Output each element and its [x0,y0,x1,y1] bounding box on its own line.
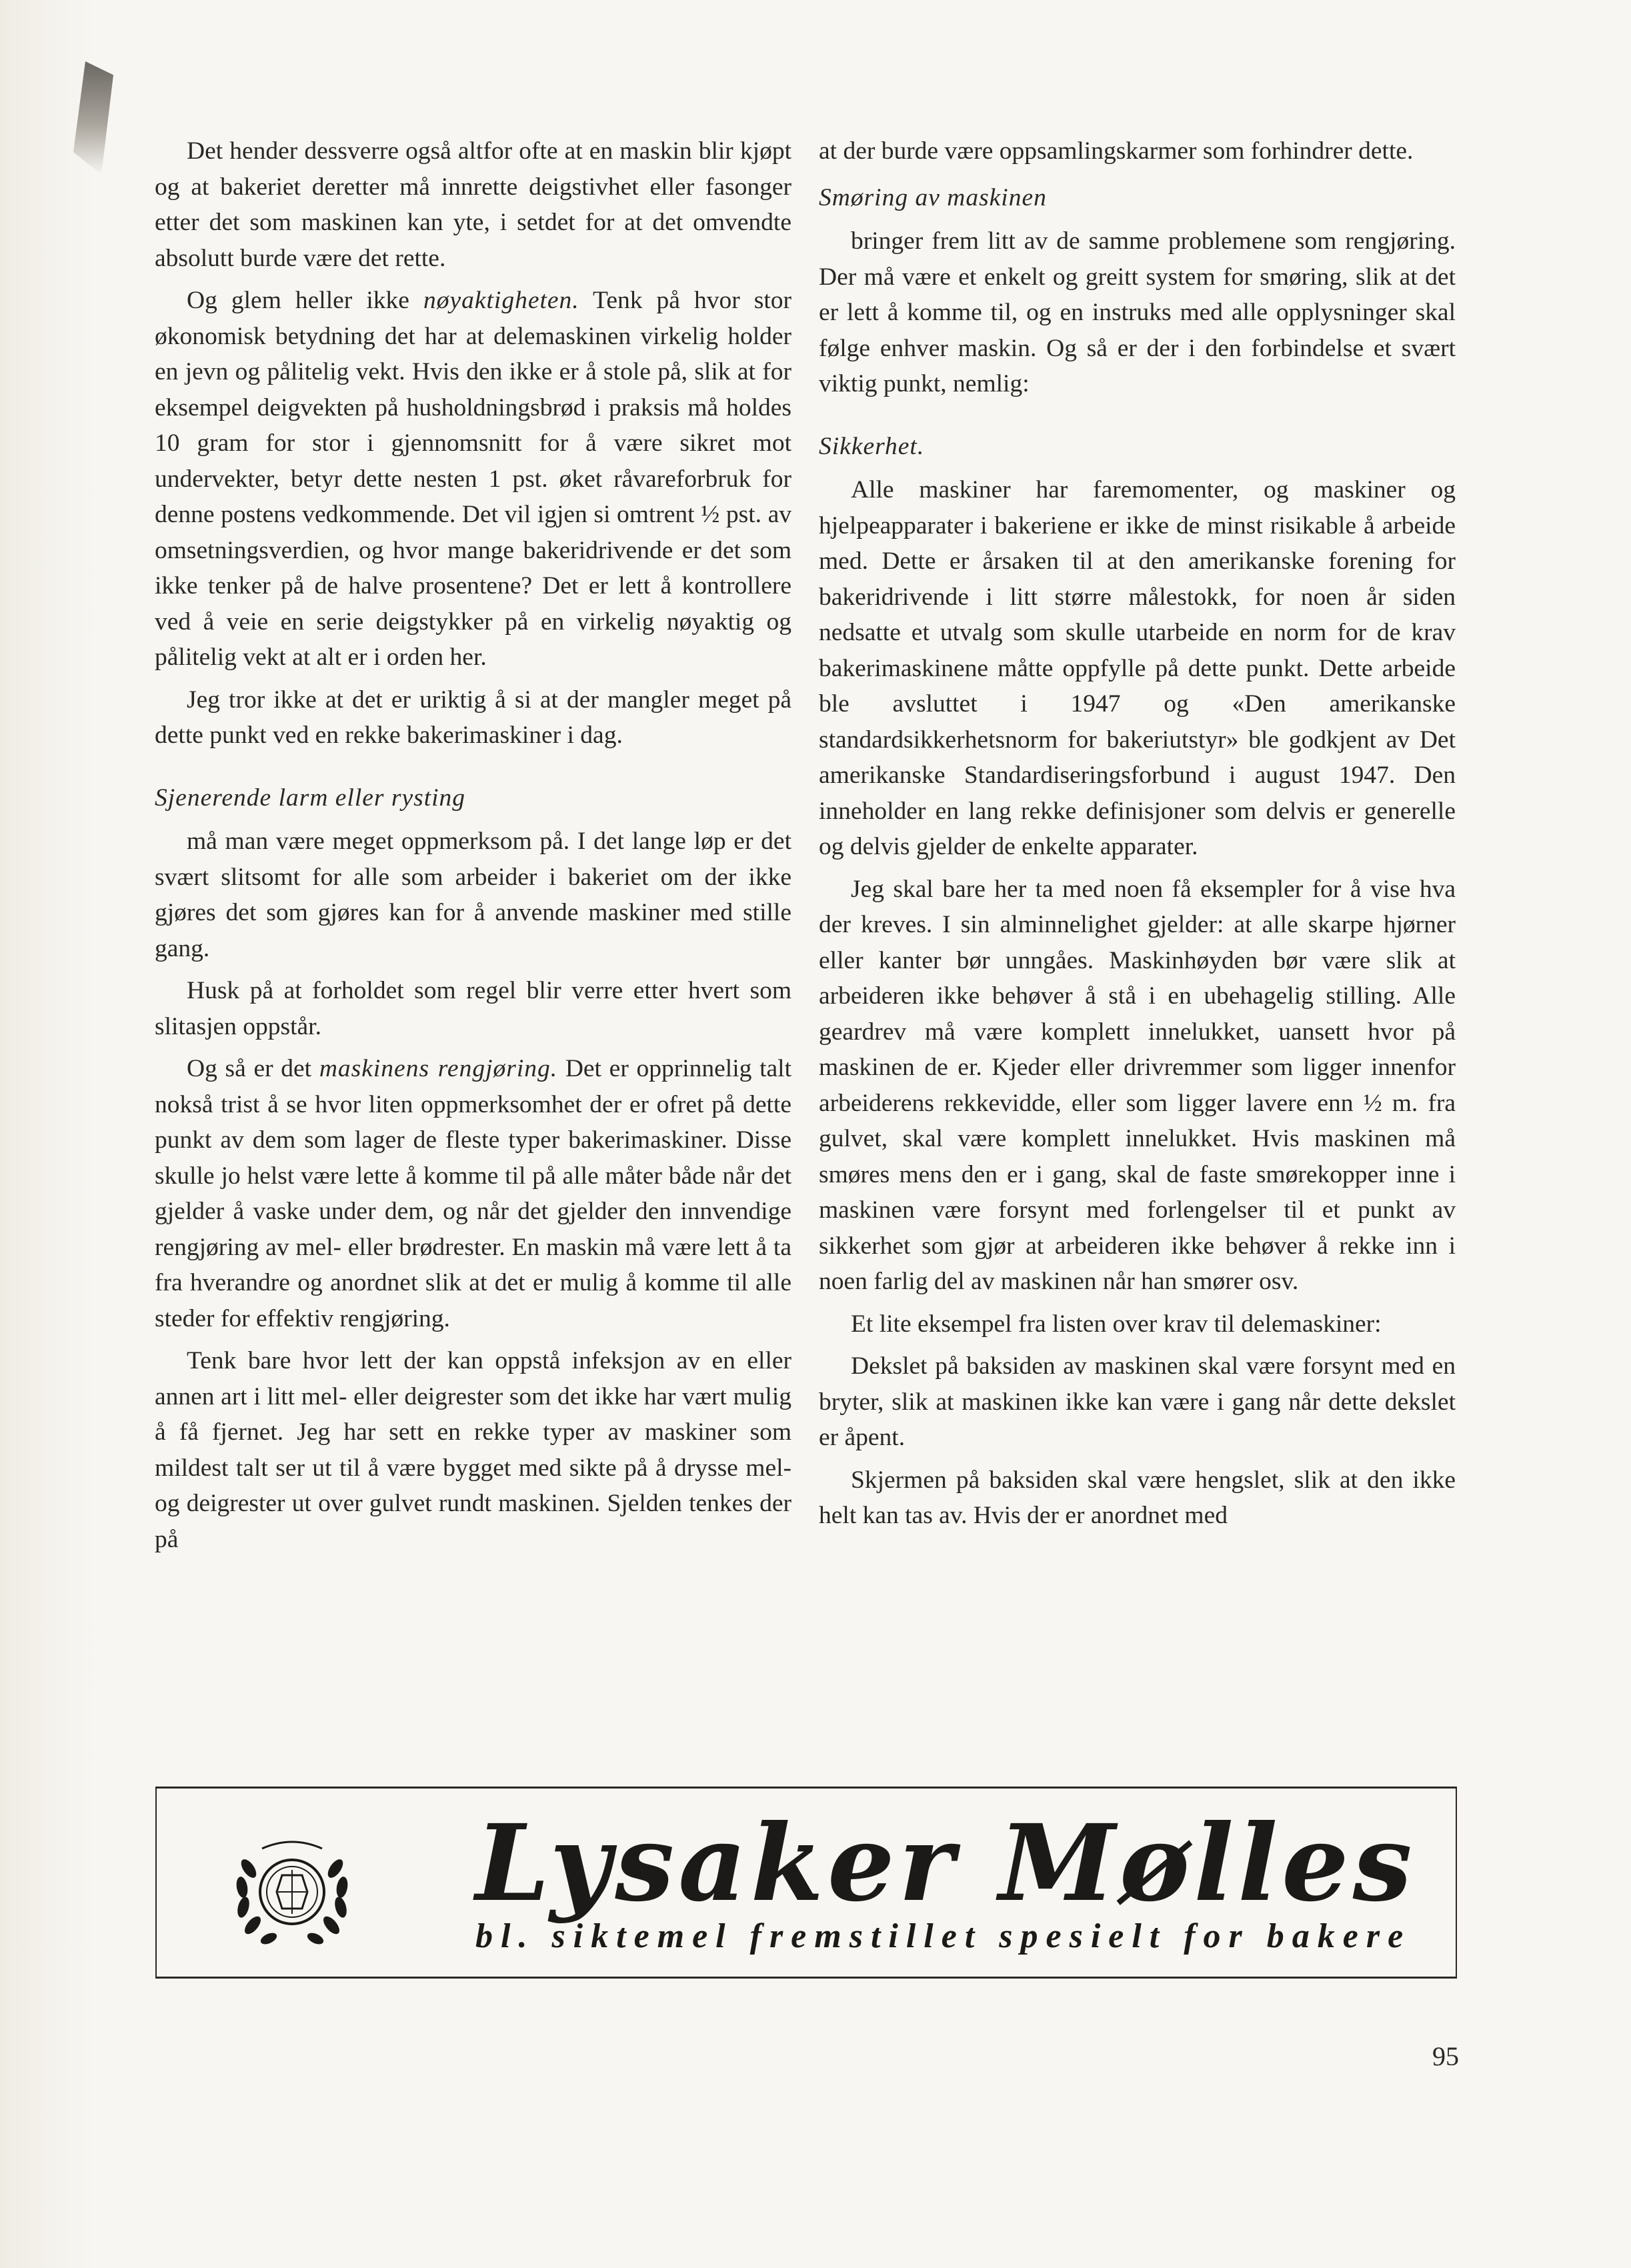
text-run: Det er opprinnelig talt nokså trist å se hvor liten oppmerksomhet der er ofret på dette punkt av dem som lager de fleste typer bakerimaskiner. Disse skulle jo helst være lette å komme til på alle måter både når det gjelder å vaske under dem, og når det gjelder den innvendige rengjøring av mel- eller brødrester. En maskin må være lett å ta fra hverandre og anordnet slik at det er mulig å komme til alle steder for effektiv rengjøring. [155,1055,791,1332]
paragraph: at der burde være oppsamlingskarmer som forhindrer dette. [819,137,1414,165]
scan-edge-shadow [0,0,100,2268]
paragraph: Det hender dessverre også altfor ofte at en maskin blir kjøpt og at bakeriet deretter må innrette deigstivhet eller fasonger etter det som maskinen kan yte, i setdet for at det omvendte absolutt burde være det rette. [155,137,791,272]
ad-subtitle: bl. siktemel fremstillet spesielt for bakere [475,1917,1412,1955]
page-number: 95 [1432,2041,1459,2071]
paragraph [155,1051,791,1336]
paragraph: Et lite eksempel fra listen over krav til delemaskiner: [851,1310,1382,1338]
paragraph: Alle maskiner har faremomenter, og maskiner og hjelpeapparater i bakeriene er ikke de minst risikable å arbeide med. Dette er årsaken til at den amerikanske forening for bakeridrivende i litt større målestokk, for noen år siden nedsatte et utvalg som skulle utarbeide en norm for de krav bakerimaskinene måtte oppfylle på dette punkt. Dette arbeide ble avsluttet i 1947 og «Den amerikanske standardsikkerhetsnorm for bakeriutstyr» ble godkjent av Det amerikanske Standardiseringsforbund i august 1947. Den inneholder en lang rekke definisjoner som delvis er generelle og delvis gjelder de enkelte apparater. [819,476,1456,860]
section-heading: Sikkerhet. [819,432,925,460]
paragraph [155,283,791,676]
ad-border-right [1456,1789,1457,1977]
paragraph: Dekslet på baksiden av maskinen skal være forsynt med en bryter, slik at maskinen ikke kan være i gang når dette dekslet er åpent. [819,1352,1456,1451]
paragraph: Husk på at forholdet som regel blir verre etter hvert som slitasjen oppstår. [155,977,791,1040]
section-heading: Sjenerende larm eller rysting [155,784,466,812]
paragraph: Tenk bare hvor lett der kan oppstå infeksjon av en eller annen art i litt mel- eller deigrester som det ikke har vært mulig å få fjernet. Jeg har sett en rekke typer av maskiner som mildest talt ser ut til å være bygget med sikte på å drysse mel- og deigrester ut over gulvet rundt maskinen. Sjelden tenkes der på [155,1347,791,1553]
paragraph: Skjermen på baksiden skal være hengslet, slik at den ikke helt kan tas av. Hvis der er anordnet med [819,1466,1456,1529]
ad-border-left [155,1789,157,1977]
text-run: Tenk på hvor stor økonomisk betydning det har at delemaskinen virkelig holder en jevn og pålitelig vekt. Hvis den ikke er å stole på, slik at for eksempel deigvekten på husholdningsbrød i praksis må holdes 10 gram for stor i gjennomsnitt for å være sikret mot undervekter, betyr dette nesten 1 pst. øket råvareforbruk for denne postens vedkommende. Det vil igjen si omtrent ½ pst. av omsetningsverdien, og hvor mange bakeridrivende er det som ikke tenker på de halve prosentene? Det er lett å kontrollere ved å veie en serie deigstykker på en virkelig nøyaktig og pålitelig vekt at alt er i orden her. [155,287,791,671]
paragraph: bringer frem litt av de samme problemene som rengjøring. Der må være et enkelt og greitt system for smøring, slik at det er lett å komme til, og en instruks med alle opplysninger skal følge enhver maskin. Og så er der i den forbindelse et svært viktig punkt, nemlig: [819,227,1456,397]
text-run: Og glem heller ikke [187,287,423,314]
paragraph: må man være meget oppmerksom på. I det lange løp er det svært slitsomt for alle som arbeider i bakeriet om der ikke gjøres det som gjøres kan for å anvende maskiner med stille gang. [155,828,791,962]
paragraph: Jeg skal bare her ta med noen få eksempler for å vise hva der kreves. I sin alminnelighet gjelder: at alle skarpe hjørner eller kanter bør unngåes. Maskinhøyden bør være slik at arbeideren ikke behøver å stå i en ubehagelig stilling. Alle geardrev må være komplett innelukket, uansett hvor på maskinen de er. Kjeder eller drivremmer som ligger innenfor arbeiderens rekkevidde, eller som ligger lavere enn ½ m. fra gulvet, skal være komplett innelukket. Hvis maskinen må smøres mens den er i gang, skal de faste smørekopper inne i maskinen være forsynt med forlengelser til et punkt av sikkerhet som gjør at arbeideren ikke behøver å rekke inn i noen farlig del av maskinen når han smører osv. [819,875,1456,1295]
paragraph: Jeg tror ikke at det er uriktig å si at der mangler meget på dette punkt ved en rekke bakerimaskiner i dag. [155,686,791,749]
section-heading: Smøring av maskinen [819,183,1047,211]
advertisement-box [155,1787,1457,1979]
right-column [819,133,1456,1540]
wheat-wreath-icon [229,1829,355,1955]
text-run: Og så er det [187,1055,319,1082]
emphasis: nøyaktigheten. [423,287,579,314]
left-column [155,133,791,1564]
ad-title: Lysaker Mølles [475,1802,1416,1925]
emphasis: maskinens rengjøring. [319,1055,558,1082]
